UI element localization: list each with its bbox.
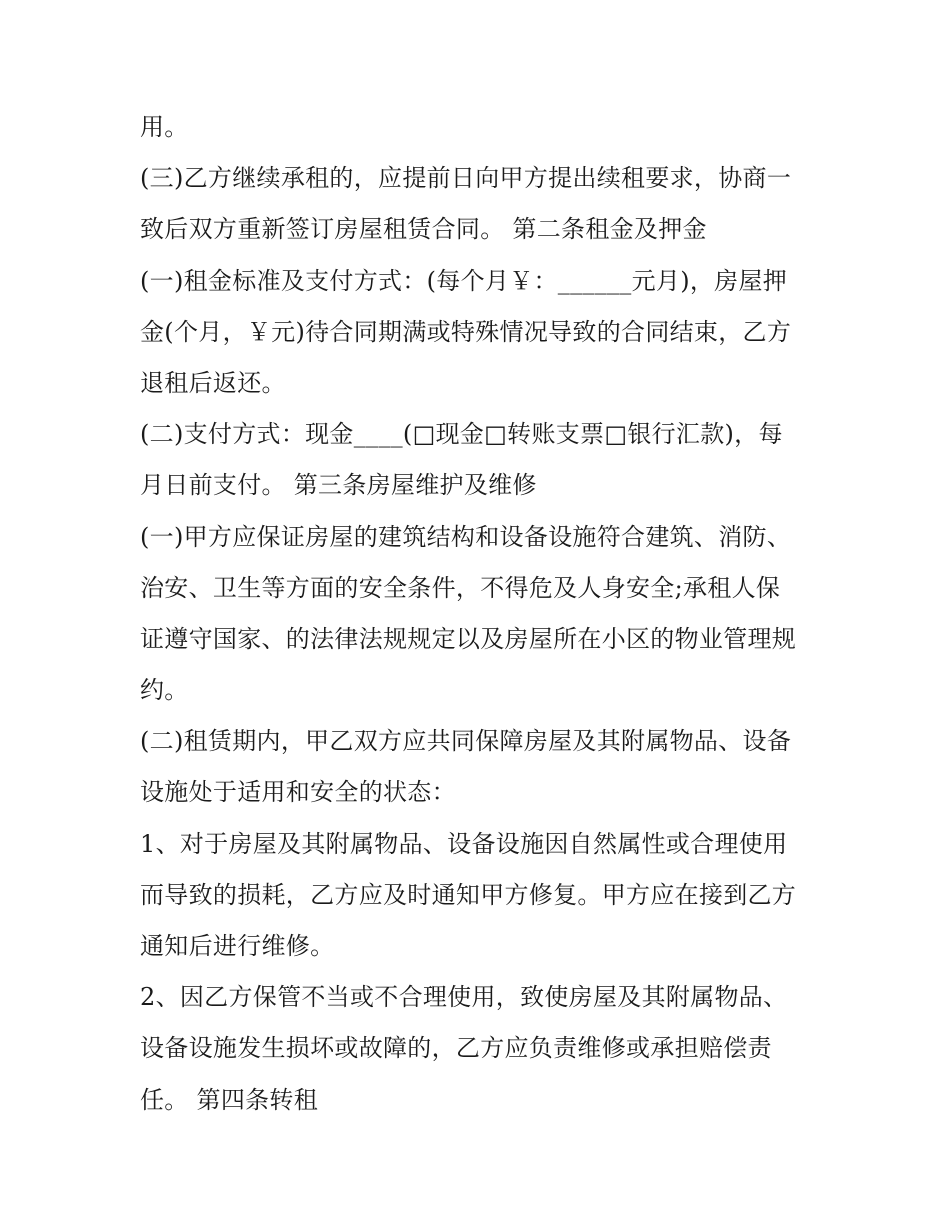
text-line: 设备设施发生损坏或故障的，乙方应负责维修或承担赔偿责 [140, 1034, 772, 1063]
text-line: 证遵守国家、的法律法规规定以及房屋所在小区的物业管理规 [140, 624, 797, 653]
text-line: (二)租赁期内，甲乙双方应共同保障房屋及其附属物品、设备 [140, 727, 792, 756]
text-line: 约。 [140, 676, 189, 705]
text-line: 1、对于房屋及其附属物品、设备设施因自然属性或合理使用 [140, 829, 788, 858]
text-line: (一)租金标准及支付方式：(每个月￥：______元月)，房屋押 [140, 266, 788, 295]
text-line: 月日前支付。 第三条房屋维护及维修 [140, 471, 537, 500]
text-line: 任。 第四条转租 [140, 1085, 319, 1114]
text-line: (二)支付方式：现金____(□现金□转账支票□银行汇款)，每 [140, 420, 783, 449]
text-line: 2、因乙方保管不当或不合理使用，致使房屋及其附属物品、 [140, 983, 788, 1012]
text-line: (三)乙方继续承租的，应提前日向甲方提出续租要求，协商一 [140, 164, 792, 193]
text-line: 退租后返还。 [140, 368, 286, 397]
text-line: 用。 [140, 113, 189, 141]
text-line: 致后双方重新签订房屋租赁合同。 第二条租金及押金 [140, 215, 707, 244]
text-line: 治安、卫生等方面的安全条件，不得危及人身安全;承租人保 [140, 573, 781, 602]
text-line: (一)甲方应保证房屋的建筑结构和设备设施符合建筑、消防、 [140, 522, 792, 551]
text-line: 而导致的损耗，乙方应及时通知甲方修复。甲方应在接到乙方 [140, 880, 797, 909]
text-line: 通知后进行维修。 [140, 932, 335, 960]
contract-text [140, 102, 830, 1126]
text-line: 金(个月，￥元)待合同期满或特殊情况导致的合同结束，乙方 [140, 317, 792, 346]
text-line: 设施处于适用和安全的状态： [140, 778, 456, 807]
